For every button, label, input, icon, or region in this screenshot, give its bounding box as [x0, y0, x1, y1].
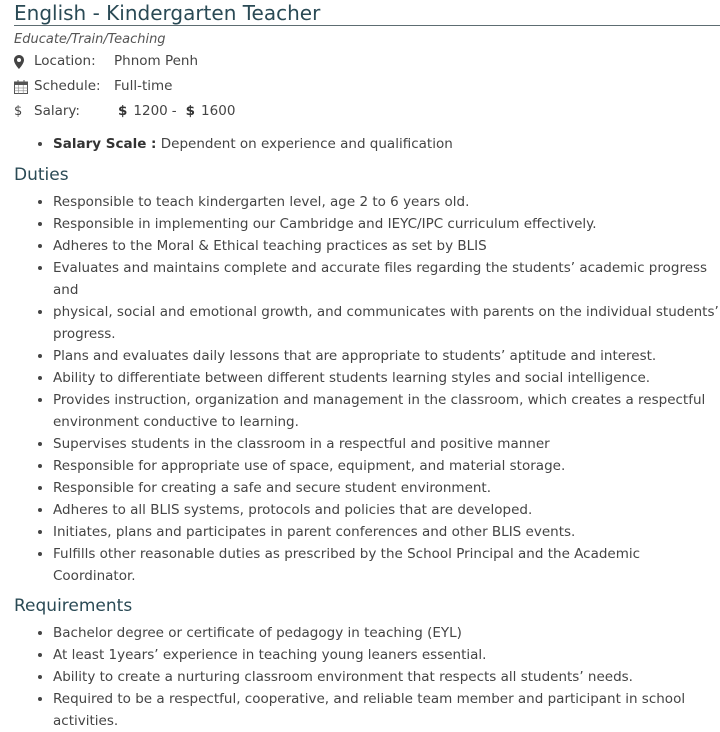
salary-scale-list	[14, 133, 720, 155]
list-item: • Responsible for appropriate use of space, equipment, and material storage.	[53, 455, 720, 477]
list-item: • Adheres to the Moral & Ethical teaching practices as set by BLIS	[53, 235, 720, 257]
salary-label: Salary:	[34, 103, 80, 119]
list-item: • Initiates, plans and participates in parent conferences and other BLIS events.	[53, 521, 720, 543]
list-item: • Provides instruction, organization and management in the classroom, which creates a respectful environment conductive to learning.	[53, 389, 720, 433]
title-divider	[14, 25, 720, 26]
requirements-list	[14, 622, 720, 732]
list-item: • At least 1years’ experience in teaching young leaners essential.	[53, 644, 720, 666]
list-item: • physical, social and emotional growth, and communicates with parents on the individual students’ progress.	[53, 301, 720, 345]
list-item: • Ability to differentiate between different students learning styles and social intelligence.	[53, 367, 720, 389]
job-category: Educate/Train/Teaching	[14, 32, 166, 47]
schedule-label: Schedule:	[34, 78, 101, 94]
dollar-icon: $	[14, 104, 23, 119]
salary-range	[118, 99, 235, 124]
list-item: • Responsible for creating a safe and secure student environment.	[53, 477, 720, 499]
list-item: • Ability to create a nurturing classroom environment that respects all students’ needs.	[53, 666, 720, 688]
schedule-value: Full-time	[114, 78, 173, 94]
salary-scale-label: Salary Scale :	[53, 136, 157, 152]
salary-max: 1600	[201, 103, 236, 119]
location-value: Phnom Penh	[114, 53, 199, 69]
duties-list	[14, 191, 720, 587]
location-row	[14, 49, 720, 74]
list-item: • Responsible in implementing our Cambridge and IEYC/IPC curriculum effectively.	[53, 213, 720, 235]
job-title: English - Kindergarten Teacher	[14, 1, 321, 25]
list-item: • Adheres to all BLIS systems, protocols and policies that are developed.	[53, 499, 720, 521]
list-item: • Evaluates and maintains complete and accurate files regarding the students’ academic progress and	[53, 257, 720, 301]
salary-separator: -	[171, 103, 177, 119]
list-item: • Supervises students in the classroom in a respectful and positive manner	[53, 433, 720, 455]
dollar-icon: $	[185, 103, 196, 119]
list-item: • Plans and evaluates daily lessons that are appropriate to students’ aptitude and interest.	[53, 345, 720, 367]
list-item: • Required to be a respectful, cooperative, and reliable team member and participant in school activities.	[53, 688, 720, 732]
salary-scale-item	[53, 133, 720, 155]
salary-min: 1200	[133, 103, 168, 119]
location-label: Location:	[34, 53, 96, 69]
salary-row	[14, 99, 720, 124]
list-item: • Fulfills other reasonable duties as prescribed by the School Principal and the Academic Coordinator.	[53, 543, 720, 587]
map-marker-icon	[14, 55, 32, 69]
salary-scale-value: Dependent on experience and qualification	[160, 136, 453, 152]
calendar-icon	[14, 80, 32, 94]
list-item: • Bachelor degree or certificate of pedagogy in teaching (EYL)	[53, 622, 720, 644]
list-item: • Responsible to teach kindergarten level, age 2 to 6 years old.	[53, 191, 720, 213]
dollar-icon: $	[118, 103, 128, 119]
requirements-heading: Requirements	[14, 596, 133, 616]
duties-heading: Duties	[14, 165, 69, 185]
schedule-row	[14, 74, 720, 99]
